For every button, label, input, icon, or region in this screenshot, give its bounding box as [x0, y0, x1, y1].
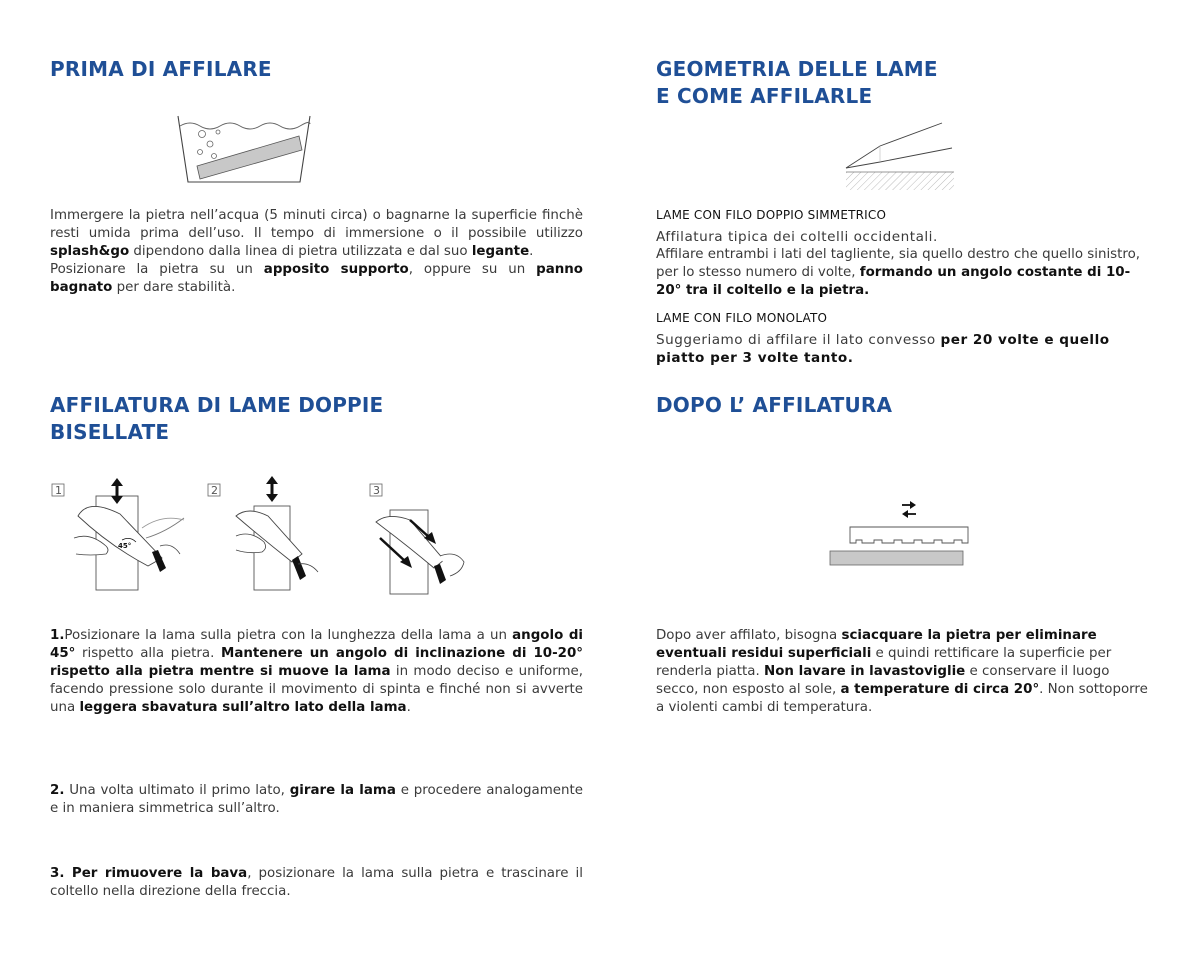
section-title-double-bevel [50, 392, 383, 446]
step-1-text: . [406, 700, 411, 715]
symmetric-paragraph [656, 246, 1144, 300]
angle-label: 45° [118, 542, 132, 550]
step-2-num: 2. [50, 783, 65, 798]
before-text: . [529, 244, 534, 259]
monolateral-text: Suggeriamo di affilare il lato convesso [656, 332, 941, 348]
after-bold: sciacquare la pietra per eliminare eventuali residui superficiali [656, 628, 1097, 661]
sharpening-step-2-illustration [206, 476, 336, 601]
geometry-title-line2: E COME AFFILARLE [656, 84, 873, 108]
section-title-after: DOPO L’ AFFILATURA [656, 393, 893, 417]
blade-angle-illustration [842, 120, 958, 192]
before-bold: legante [471, 244, 530, 259]
after-paragraph [656, 627, 1148, 717]
sharpening-step-1-illustration [50, 476, 195, 601]
before-text: dipendono dalla linea di pietra utilizzata e dal suo [129, 244, 472, 259]
symmetric-lead: Affilatura tipica dei coltelli occidentali. [656, 229, 938, 245]
step-2-bold: girare la lama [289, 783, 396, 798]
step-1-number: 1 [55, 484, 62, 497]
monolateral-bold: per 20 volte e quello piatto per 3 volte tanto. [656, 332, 1110, 366]
step-3-text: , posizionare la lama sulla pietra e trascinare il coltello nella direzione della freccia. [50, 866, 583, 899]
before-bold: apposito supporto [263, 262, 409, 277]
double-bevel-title-line2: BISELLATE [50, 420, 170, 444]
step-2-text: Una volta ultimato il primo lato, [64, 783, 290, 798]
step-1-text: rispetto alla pietra. [75, 646, 222, 661]
step-1-text: in modo deciso e uniforme, facendo pressione solo durante il movimento di spinta e finché non si avverte una [50, 664, 584, 715]
before-bold: splash&go [50, 244, 130, 259]
after-bold: a temperature di circa 20° [840, 682, 1040, 697]
symmetric-heading: LAME CON FILO DOPPIO SIMMETRICO [656, 208, 887, 222]
step-3-number: 3 [373, 484, 380, 497]
monolateral-paragraph [656, 331, 1146, 367]
step-2-number: 2 [211, 484, 218, 497]
before-text: per dare stabilità. [112, 280, 236, 295]
before-text: Immergere la pietra nell’acqua (5 minuti circa) o bagnarne la superficie finchè resti umida prima dell’uso. Il tempo di immersione o il possibile utilizzo [50, 208, 583, 241]
sharpening-step-3-illustration [368, 476, 478, 601]
section-title-before: PRIMA DI AFFILARE [50, 57, 272, 81]
symmetric-text: Affilare entrambi i lati del tagliente, sia quello destro che quello sinistro, per lo stesso numero di volte, [656, 247, 1141, 280]
after-text: . Non sottoporre a violenti cambi di temperatura. [656, 682, 1148, 715]
after-text: e conservare il luogo secco, non esposto al sole, [656, 664, 1110, 697]
step-3-bold: 3. Per rimuovere la bava [50, 866, 248, 881]
monolateral-heading: LAME CON FILO MONOLATO [656, 311, 828, 325]
before-bold: panno bagnato [50, 262, 583, 295]
step-1-bold: leggera sbavatura sull’altro lato della lama [79, 700, 407, 715]
after-text: e quindi rettificare la superficie per renderla piatta. [656, 646, 1112, 679]
after-text: Dopo aver affilato, bisogna [656, 628, 842, 643]
before-text: , oppure su un [408, 262, 537, 277]
double-arrow-icon [902, 501, 916, 518]
geometry-title-line1: GEOMETRIA DELLE LAME [656, 57, 938, 81]
symmetric-bold: formando un angolo costante di 10-20° tra il coltello e la pietra. [656, 265, 1131, 298]
step-2-text: e procedere analogamente e in maniera simmetrica sull’altro. [50, 783, 584, 816]
step-1-num: 1. [50, 628, 65, 643]
step-1-paragraph [50, 627, 583, 717]
step-1-bold: angolo di 45° [50, 628, 584, 661]
before-paragraph [50, 207, 583, 297]
flattening-illustration [826, 496, 972, 570]
section-title-geometry [656, 56, 938, 110]
step-1-text: Posizionare la lama sulla pietra con la lunghezza della lama a un [64, 628, 513, 643]
step-1-bold: Mantenere un angolo di inclinazione di 10-20° rispetto alla pietra mentre si muove la lama [50, 646, 583, 679]
before-text: Posizionare la pietra su un [50, 262, 264, 277]
step-2-paragraph [50, 782, 583, 818]
after-bold: Non lavare in lavastoviglie [764, 664, 966, 679]
water-tank-illustration [170, 110, 320, 190]
double-bevel-title-line1: AFFILATURA DI LAME DOPPIE [50, 393, 384, 417]
step-3-paragraph [50, 865, 583, 901]
